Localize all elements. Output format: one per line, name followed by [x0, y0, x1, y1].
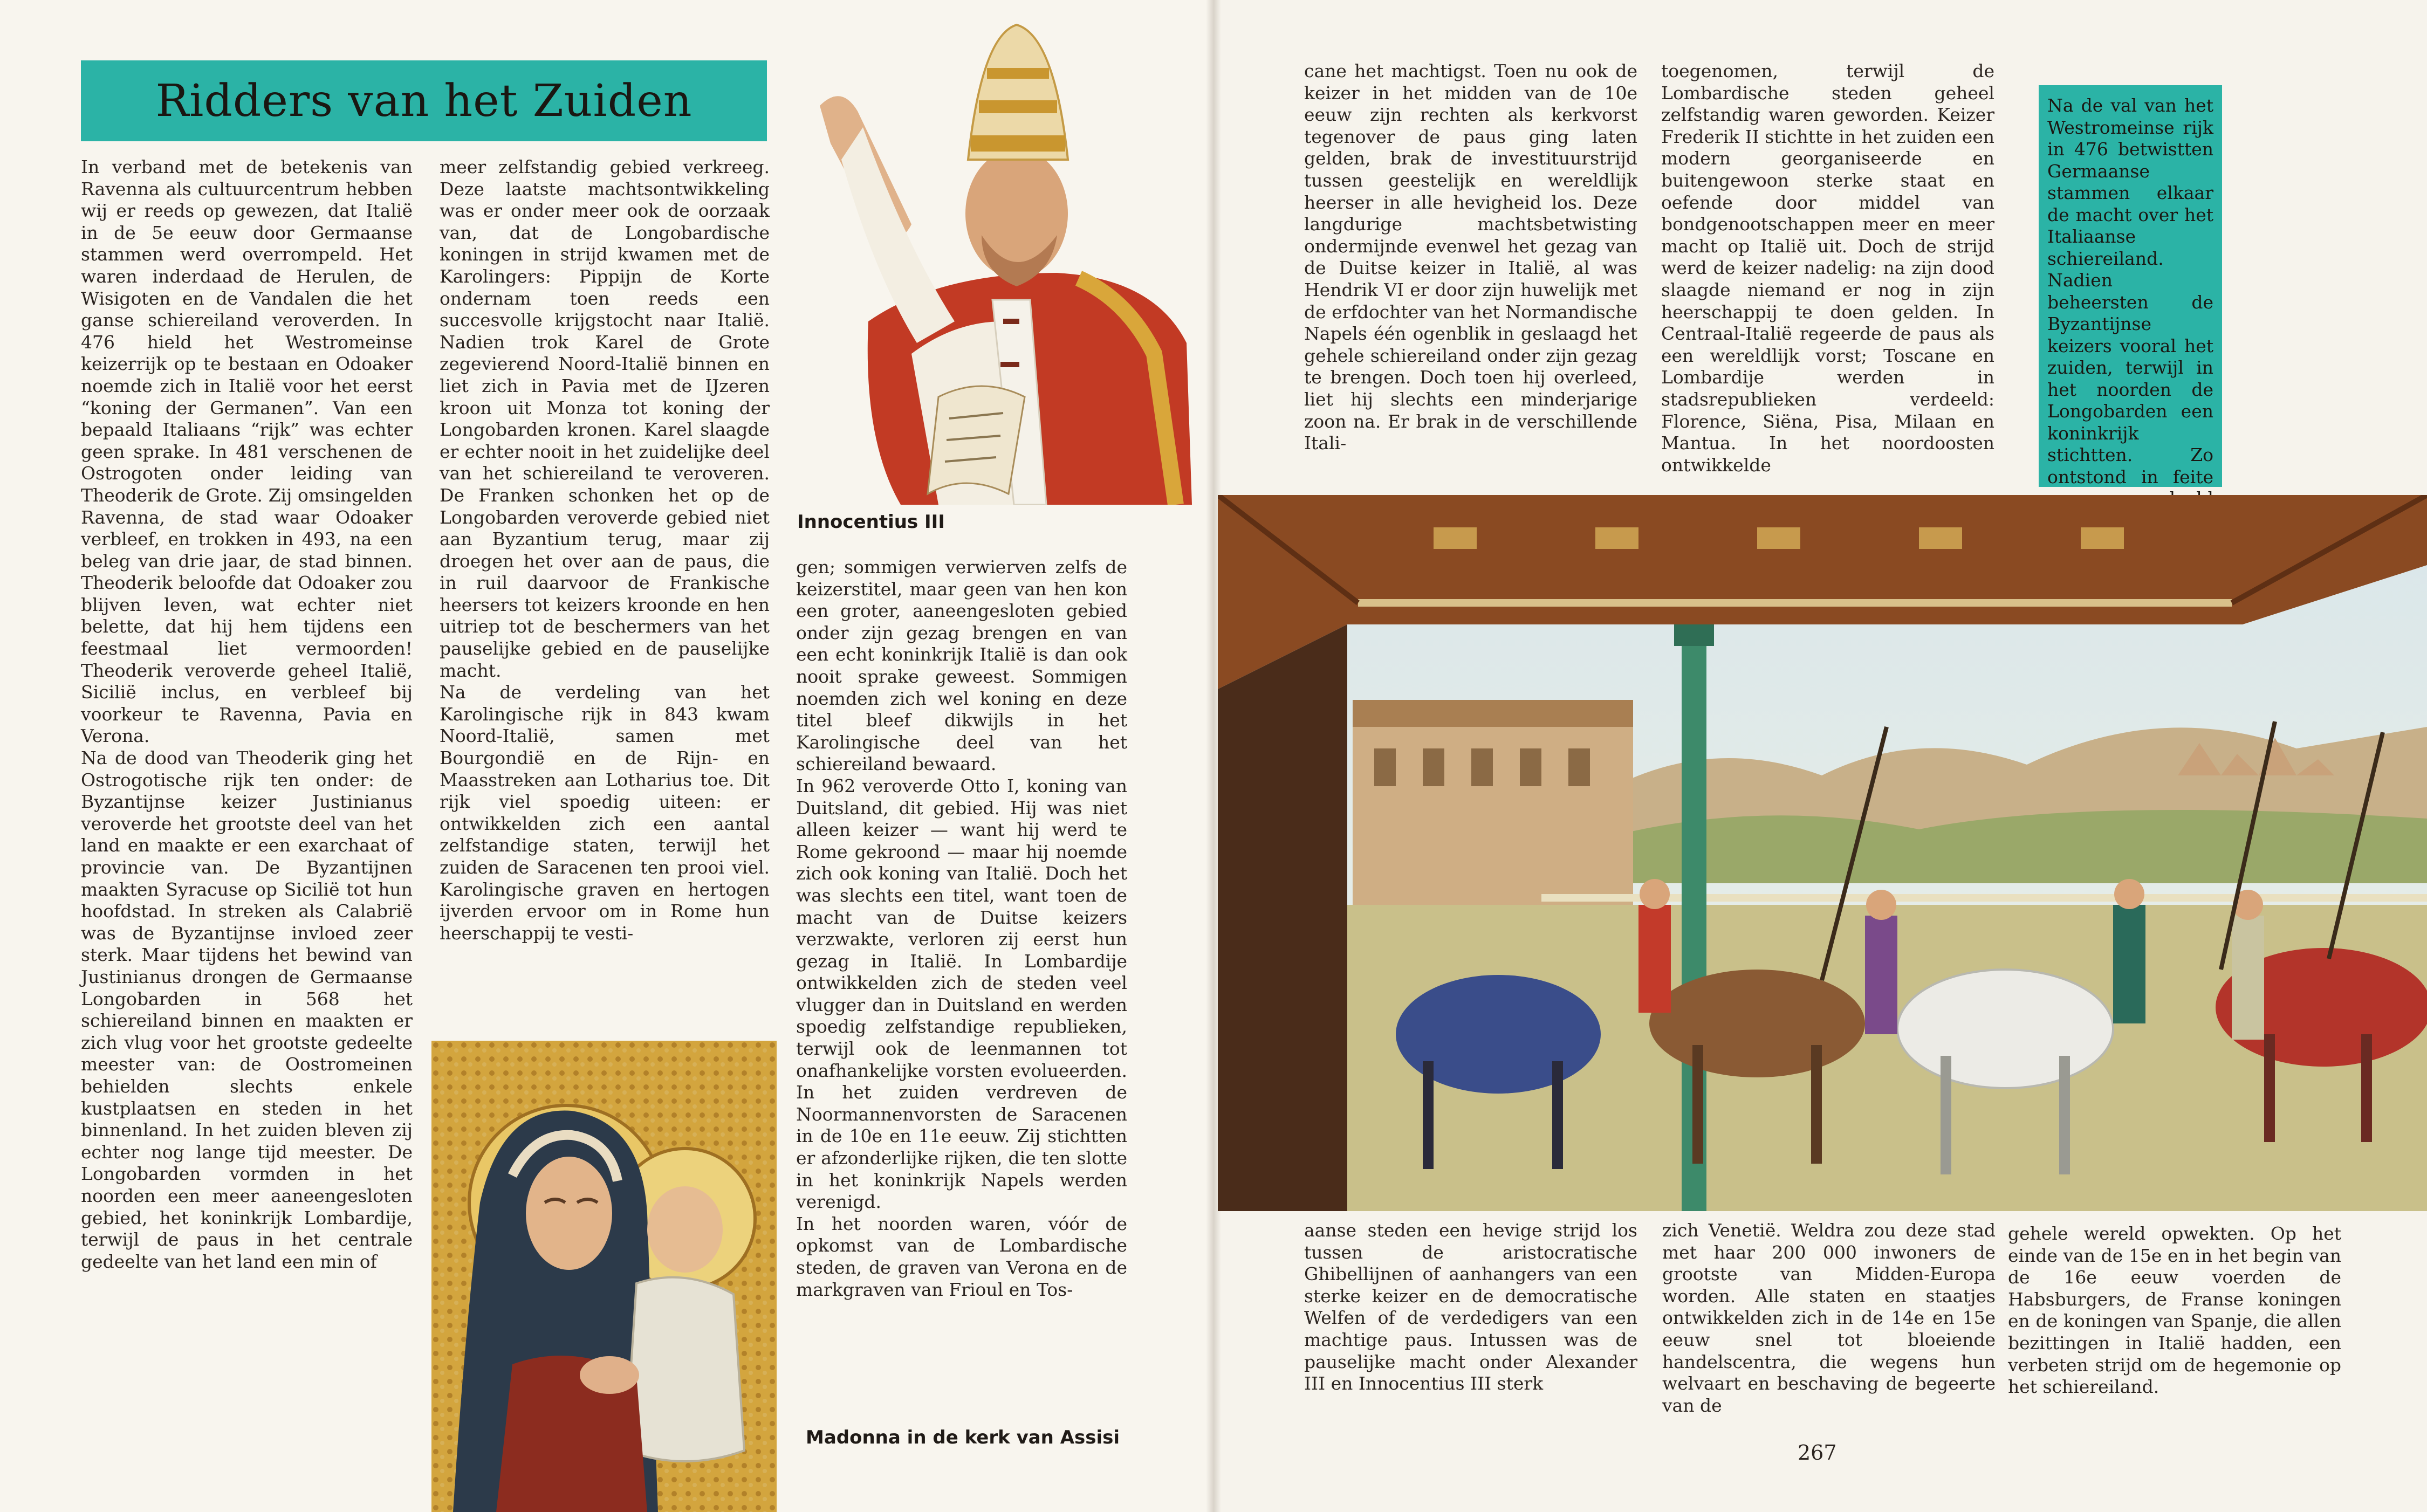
summary-box: Na de val van het Westromeinse rijk in 476 betwistten Germaanse stammen elkaar de macht over het Italiaanse schiereiland. Nadien beheersten de Byzantijnse keizers vooral het zuiden, terwijl in het noorden de Longobarden een koninkrijk stichtten. Zo ontstond in feite	[2039, 85, 2222, 487]
paragraph: toegenomen, terwijl de Lombardische steden geheel zelfstandig waren geworden. Keizer Frederik II stichtte in het zuiden een modern georganiseerde en buitengewoon sterke staat en oefende door middel van bondgenootschappen meer en meer macht op Italië uit. Doch de strijd werd de keizer nadelig: na zijn dood slaagde niemand er nog in zijn heerschappij te doen gelden. In Centraal-Italië regeerde de paus als een wereldlijk vorst; Toscane en Lombardije werden in stadsrepublieken verdeeld: Florence, Siëna, Pisa, Milaan en Mantua. In het noordoosten ontwikkelde	[1661, 60, 1994, 476]
paragraph: zich Venetië. Weldra zou deze stad met haar 200 000 inwoners de grootste van Midden-Europa worden. Alle staten en staatjes ontwikkelden zich in de 14e en 15e eeuw snel tot bloeiende handelscentra, die wegens hun welvaart en beschaving de begeerte van de	[1662, 1220, 1996, 1416]
pope-caption: Innocentius III	[797, 511, 945, 533]
text-column-2	[440, 156, 770, 944]
pope-illustration	[777, 19, 1203, 505]
paragraph: cane het machtigst. Toen nu ook de keizer in het midden van de 10e eeuw zijn rechten als kerkvorst tegenover de paus ging laten gelden, brak de investituurstrijd tussen geestelijk en wereldlijk heerser in alle hevigheid los. Deze langdurige machtsbetwisting ondermijnde evenwel het gezag van de Duitse keizer in Italië, al was Hendrik VI er door zijn huwelijk met de erfdochter van het Normandische Napels één ogenblik in geslaagd het gehele schiereiland onder zijn gezag te brengen. Doch toen hij overleed, liet hij slechts een minderjarige zoon na. Er brak in de verschillende Itali-	[1304, 60, 1637, 454]
page-number: 267	[1798, 1441, 1837, 1465]
text-column-4-bottom	[1304, 1220, 1637, 1395]
text-column-6-bottom	[2008, 1223, 2341, 1398]
madonna-illustration	[431, 1041, 777, 1512]
paragraph: Na de dood van Theoderik ging het Ostrogotische rijk ten onder: de Byzantijnse keizer Justinianus veroverde het grootste deel van het land en maakte er een exarchaat of provincie van. De Byzantijnen maakten Syracuse op Sicilië tot hun hoofdstad. In streken als Calabrië was de Byzantijnse invloed zeer sterk. Maar tijdens het bewind van Justinianus drongen de Germaanse Longobarden in 568 het schiereiland binnen en maakten er zich vlug voor het grootste gedeelte meester van: de Oostromeinen behielden slechts enkele kustplaatsen en steden in het binnenland. In het zuiden bleven zij echter nog lange tijd meester. De Longobarden vormden in het noorden een meer aaneengesloten gebied, het koninkrijk Lombardije, terwijl de paus in het centrale gedeelte van het land een min of	[81, 747, 413, 1272]
paragraph: Na de verdeling van het Karolingische rijk in 843 kwam Noord-Italië, samen met Bourgondië en de Rijn- en Maasstreken aan Lotharius toe. Dit rijk viel spoedig uiteen: er ontwikkelden zich een aantal zelfstandige staten, terwijl het zuiden de Saracenen ten prooi viel. Karolingische graven en hertogen ijverden ervoor om in Rome hun heerschappij te vesti-	[440, 682, 770, 944]
text-column-1	[81, 156, 413, 1273]
text-column-3	[796, 556, 1127, 1301]
text-column-5-top	[1661, 60, 1994, 476]
paragraph: gen; sommigen verwierven zelfs de keizerstitel, maar geen van hen kon een groter, aaneengesloten gebied onder zijn gezag brengen en van een echt koninkrijk Italië is dan ook nooit sprake geweest. Sommigen noemden zich wel koning en deze titel bleef dikwijls in het Karolingische deel van het schiereiland bewaard.	[796, 556, 1127, 775]
paragraph: In 962 veroverde Otto I, koning van Duitsland, dit gebied. Hij was niet alleen keizer — want hij werd te Rome gekroond — maar hij noemde zich ook koning van Italië. Doch het was slechts een titel, want toen de macht van de Duitse keizers verzwakte, verloren zij eerst hun gezag in Italië. In Lombardije ontwikkelden zich de steden veel vlugger dan in Duitsland en werden spoedig zelfstandige republieken, terwijl ook de leenmannen tot onafhankelijke vorsten evolueerden. In het zuiden verdreven de Noormannenvorsten de Saracenen in de 10e en 11e eeuw. Zij stichtten er afzonderlijke rijken, die ten slotte in het koninkrijk Napels werden verenigd.	[796, 775, 1127, 1213]
paragraph: aanse steden een hevige strijd los tussen de aristocratische Ghibellijnen of aanhangers van een sterke keizer en de democratische Welfen of de verdedigers van een machtige paus. Intussen was de pauselijke macht onder Alexander III en Innocentius III sterk	[1304, 1220, 1637, 1394]
tournament-painting	[1218, 495, 2427, 1211]
paragraph: In verband met de betekenis van Ravenna als cultuurcentrum hebben wij er reeds op gewezen, dat Italië in de 5e eeuw door Germaanse stammen werd overrompeld. Het waren inderdaad de Herulen, de Wisigoten en de Vandalen die het ganse schiereiland veroverden. In 476 hield het Westromeinse keizerrijk op te bestaan en Odoaker noemde zich in Italië voor het eerst “koning der Germanen”. Van een bepaald Italiaans “rijk” was echter geen sprake. In 481 verschenen de Ostrogoten onder leiding van Theoderik de Grote. Zij omsingelden Ravenna, de stad waar Odoaker verbleef, en trokken in 493, na een beleg van drie jaar, de stad binnen. Theoderik beloofde dat Odoaker zou blijven leven, wat echter niet belette, dat hij hem tijdens een feestmaal liet vermoorden! Theoderik veroverde geheel Italië, Sicilië inclus, en verbleef bij voorkeur te Ravenna, Pavia en Verona.	[81, 156, 413, 747]
text-column-5-bottom	[1662, 1220, 1996, 1417]
text-column-4-top	[1304, 60, 1637, 455]
paragraph: gehele wereld opwekten. Op het einde van de 15e en in het begin van de 16e eeuw voerden de Habsburgers, de Franse koningen en de koningen van Spanje, die allen bezittingen in Italië hadden, een verbeten strijd om de hegemonie op het schiereiland.	[2008, 1223, 2341, 1398]
title-banner	[81, 60, 767, 141]
page-title: Ridders van het Zuiden	[155, 75, 693, 127]
paragraph: In het noorden waren, vóór de opkomst van de Lombardische steden, de graven van Verona en de markgraven van Frioul en Tos-	[796, 1213, 1127, 1300]
paragraph: meer zelfstandig gebied verkreeg. Deze laatste machtsontwikkeling was er onder meer ook de oorzaak van, dat de Longobardische koningen in strijd kwamen met de Karolingers: Pippijn de Korte ondernam toen reeds een succesvolle krijgstocht naar Italië. Nadien trok Karel de Grote zegevierend Noord-Italië binnen en liet zich in Pavia met de IJzeren kroon uit Monza tot koning der Longobarden kronen. Karel slaagde er echter nooit in het zuidelijke deel van het schiereiland te veroveren. De Franken schonken het op de Longobarden veroverde gebied niet aan Byzantium terug, maar zij droegen het over aan de paus, die in ruil daarvoor de Frankische heersers tot keizers kroonde en hen uitriep tot de beschermers van het pauselijke gebied en de pauselijke macht.	[440, 156, 770, 681]
madonna-caption: Madonna in de kerk van Assisi	[806, 1427, 1120, 1448]
